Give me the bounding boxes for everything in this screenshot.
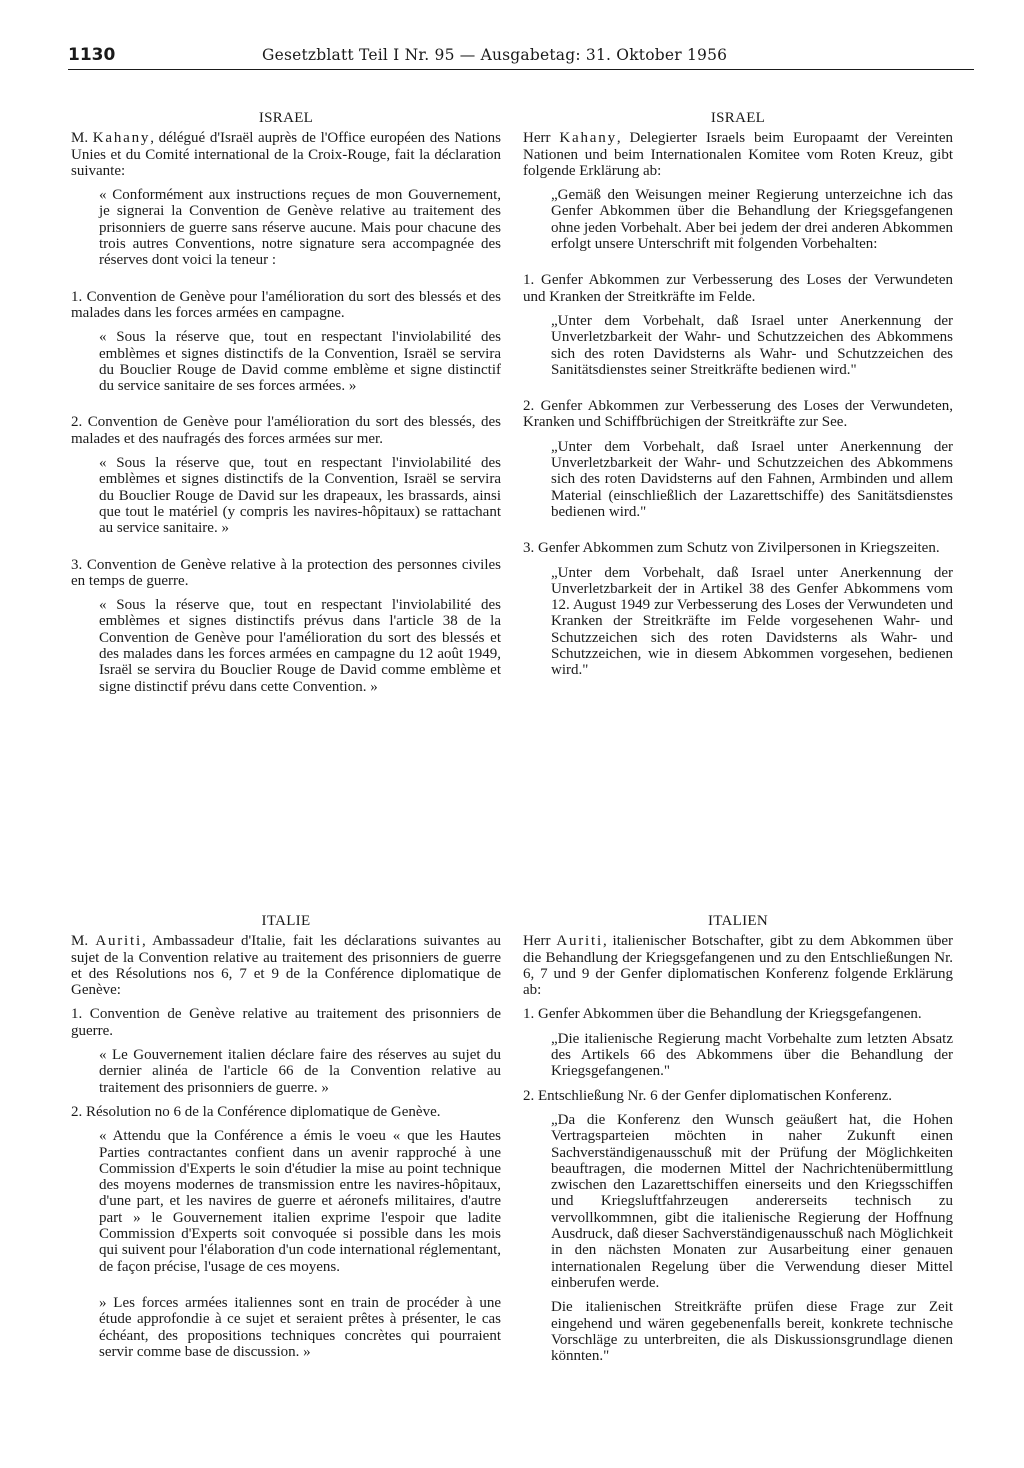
item-2-quote: „Unter dem Vorbehalt, daß Israel unter Anerkennung der Unverletzbarkeit der Wahr- und Schutzzeichen des Abkommens sich des roten Davidsterns auf den Fahnen, Armbinden und allem Material (einschließlich der Lazarettschiffe) des Sanitätsdienstes bedienen wird." (551, 438, 953, 520)
section-title: ITALIEN (707, 913, 769, 929)
item-2: 2. Genfer Abkommen zur Verbesserung des Loses der Verwundeten, Kranken und Schiffbrüchigen der Streitkräfte zur See. (523, 398, 953, 431)
italie-french-column (71, 913, 501, 1368)
item-1-quote: „Die italienische Regierung macht Vorbehalte zum letzten Absatz des Artikels 66 des Abkommens über die Behandlung der Kriegsgefangenen." (551, 1030, 953, 1080)
page-number: 1130 (68, 45, 116, 65)
item-2-quote: « Sous la réserve que, tout en respectant l'inviolabilité des emblèmes et signes distinctifs de la Convention, Israël se servira du Bouclier Rouge de David sur les drapeaux, les brassards, ainsi que tout le matériel (y compris les navires-hôpitaux) se rattachant au service sanitaire. » (99, 455, 501, 537)
item-2: 2. Entschließung Nr. 6 der Genfer diplomatischen Konferenz. (523, 1087, 893, 1104)
delegate-name: Auriti (556, 933, 603, 950)
item-2-quote-continued: Die italienischen Streitkräfte prüfen diese Frage zur Zeit eingehend und wären gegebenenfalls bereit, konkrete technische Vorschläge zu unterbreiten, die als Diskussionsgrundlage dienen könnten." (551, 1299, 953, 1365)
delegate-name: Kahany (92, 130, 151, 147)
item-2: 2. Convention de Genève pour l'amélioration du sort des blessés, des malades et des naufragés des forces armées sur mer. (71, 414, 501, 447)
intro-paragraph: M. Auriti, Ambassadeur d'Italie, fait les déclarations suivantes au sujet de la Convention relative au traitement des prisonniers de guerre et des Résolutions nos 6, 7 et 9 de la Conférence diplomatique de Genève: (71, 933, 501, 999)
item-2-quote: „Da die Konferenz den Wunsch geäußert hat, die Hohen Vertragsparteien möchten in naher Zukunft einen Sachverständigenausschuß mit der Prüfung der Möglichkeiten beauftragen, die modernen Mittel der Nachrichtenübermittlung zwischen den Lazarettschiffen einerseits und den Kriegsschiffen und Kriegsluftfahrzeugen andererseits technisch zu vervollkommnen, gibt die italienische Regierung der Hoffnung Ausdruck, daß dieser Sachverständigenausschuß nach Möglichkeit in den nächsten Monaten zur Ausarbeitung einer genauen internationalen Regelung über die Verwendung dieser Mittel einberufen werde. (551, 1111, 953, 1291)
item-3: 3. Genfer Abkommen zum Schutz von Zivilpersonen in Kriegszeiten. (523, 540, 940, 557)
item-3-quote: « Sous la réserve que, tout en respectant l'inviolabilité des emblèmes et signes distinctifs prévus dans l'article 38 de la Convention de Genève pour l'amélioration du sort des blessés et des malades dans les forces armées en campagne du 12 août 1949, Israël se servira du Bouclier Rouge de David comme emblème et signe distinctif prévu dans cette Convention. » (99, 597, 501, 695)
header-title: Gesetzblatt Teil I Nr. 95 — Ausgabetag: 31. Oktober 1956 (262, 46, 728, 64)
delegate-name: Auriti (95, 933, 142, 950)
item-2-quote-continued: » Les forces armées italiennes sont en train de procéder à une étude approfondie à ce sujet et seraient prêtes à présenter, le cas échéant, des propositions techniques concrètes qui pourraient servir comme base de discussion. » (99, 1294, 501, 1360)
item-3: 3. Convention de Genève relative à la protection des personnes civiles en temps de guerre. (71, 556, 501, 589)
item-2: 2. Résolution no 6 de la Conférence diplomatique de Genève. (71, 1103, 441, 1120)
statement-paragraph: „Gemäß den Weisungen meiner Regierung unterzeichne ich das Genfer Abkommen über die Behandlung der Kriegsgefangenen ohne jeden Vorbehalt. Aber bei jedem der drei anderen Abkommen erfolgt unsere Unterschrift mit folgenden Vorbehalten: (551, 187, 953, 253)
item-2-quote: « Attendu que la Conférence a émis le voeu « que les Hautes Parties contractantes confient dans un avenir rapproché à une Commission d'Experts le soin d'étudier la mise au point technique des moyens modernes de transmission entre les navires-hôpitaux, d'une part, et les navires de guerre et aéronefs militaires, d'autre part » le Gouvernement italien exprime l'espoir que ladite Commission d'Experts soit convoquée si possible dans les mois qui suivent pour l'élaboration d'un code international réglementant, de façon précise, l'usage de ces moyens. (99, 1128, 501, 1275)
item-1-quote: « Sous la réserve que, tout en respectant l'inviolabilité des emblèmes et signes distinctifs de la Convention, Israël se servira du Bouclier Rouge de David comme emblème et signe distinctif du service sanitaire de ses forces armées. » (99, 329, 501, 395)
section-title: ITALIE (261, 913, 311, 929)
item-1: 1. Convention de Genève relative au traitement des prisonniers de guerre. (71, 1006, 501, 1039)
intro-paragraph: M. Kahany, délégué d'Israël auprès de l'Office européen des Nations Unies et du Comité international de la Croix-Rouge, fait la déclaration suivante: (71, 130, 501, 179)
item-1: 1. Genfer Abkommen zur Verbesserung des Loses der Verwundeten und Kranken der Streitkräfte im Felde. (523, 272, 953, 305)
page-header (68, 45, 974, 70)
statement-paragraph: « Conformément aux instructions reçues de mon Gouvernement, je signerai la Convention de Genève relative au traitement des prisonniers de guerre sans réserve aucune. Mais pour chacune des trois autres Conventions, notre signature sera accompagnée des réserves dont voici la teneur : (99, 187, 501, 269)
item-3-quote: „Unter dem Vorbehalt, daß Israel unter Anerkennung der Unverletzbarkeit der in Artikel 38 des Genfer Abkommens vom 12. August 1949 zur Verbesserung des Loses der Verwundeten und Kranken der Streitkräfte im Felde vorgesehenen Wahr- und Schutzzeichen sich des roten Davidsterns als Wahr- und Schutzzeichen, wie in diesem Abkommen vorgesehen, bedienen wird." (551, 564, 953, 679)
item-1: 1. Convention de Genève pour l'amélioration du sort des blessés et des malades dans les forces armées en campagne. (71, 288, 501, 321)
item-1-quote: « Le Gouvernement italien déclare faire des réserves au sujet du dernier alinéa de l'article 66 de la Convention relative au traitement des prisonniers de guerre. » (99, 1047, 501, 1096)
section-title: ISRAEL (710, 110, 766, 126)
item-1-quote: „Unter dem Vorbehalt, daß Israel unter Anerkennung der Unverletzbarkeit der Wahr- und Schutzzeichen des Abkommens sich des roten Davidsterns als Wahr- und Schutzzeichen des Sanitätsdienstes seiner Streitkräfte bedienen wird." (551, 312, 953, 378)
intro-paragraph: Herr Kahany, Delegierter Israels beim Europaamt der Vereinten Nationen und beim Internationalen Komitee vom Roten Kreuz, gibt folgende Erklärung ab: (523, 130, 953, 179)
delegate-name: Kahany (559, 130, 617, 147)
item-1: 1. Genfer Abkommen über die Behandlung der Kriegsgefangenen. (523, 1006, 922, 1023)
intro-paragraph: Herr Auriti, italienischer Botschafter, gibt zu dem Abkommen über die Behandlung der Kriegsgefangenen und zu den Entschließungen Nr. 6, 7 und 9 der Genfer diplomatischen Konferenz folgende Erklärung ab: (523, 933, 954, 999)
israel-german-column (523, 110, 953, 687)
section-title: ISRAEL (258, 110, 314, 126)
italien-german-column (523, 913, 953, 1372)
israel-french-column (71, 110, 501, 703)
